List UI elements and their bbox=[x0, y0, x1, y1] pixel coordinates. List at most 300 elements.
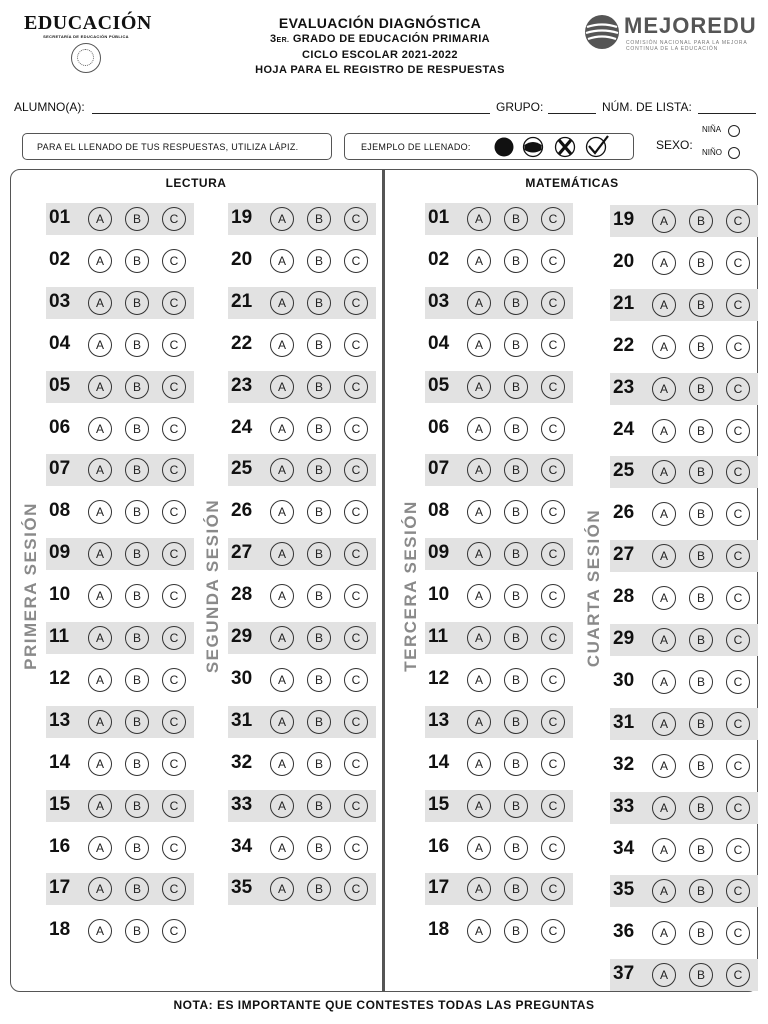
answer-bubble-b[interactable]: B bbox=[125, 333, 149, 357]
answer-bubble-b[interactable]: B bbox=[307, 877, 331, 901]
answer-bubble-c[interactable]: C bbox=[726, 502, 750, 526]
answer-bubble-b[interactable]: B bbox=[689, 754, 713, 778]
answer-bubble-a[interactable]: A bbox=[467, 417, 491, 441]
question-number: 24 bbox=[231, 417, 253, 438]
answer-bubble-c[interactable]: C bbox=[541, 836, 565, 860]
question-number: 14 bbox=[49, 752, 71, 773]
answer-bubble-a[interactable]: A bbox=[270, 794, 294, 818]
question-number: 20 bbox=[613, 251, 635, 272]
fill-example bbox=[344, 133, 634, 160]
question-number: 29 bbox=[231, 626, 253, 647]
answer-bubble-a[interactable]: A bbox=[88, 919, 112, 943]
answer-bubble-b[interactable]: B bbox=[504, 500, 528, 524]
answer-bubble-c[interactable]: C bbox=[726, 586, 750, 610]
partial-fill-mark bbox=[525, 142, 542, 153]
question-number: 23 bbox=[231, 375, 253, 396]
answer-bubble-b[interactable]: B bbox=[125, 919, 149, 943]
question-number: 25 bbox=[231, 458, 253, 479]
question-number: 18 bbox=[49, 919, 71, 940]
mejoredu-subtitle-line-1: COMISIÓN NACIONAL PARA LA MEJORA bbox=[626, 40, 748, 46]
question-number: 31 bbox=[613, 712, 635, 733]
answer-bubble-b[interactable]: B bbox=[307, 291, 331, 315]
answer-bubble-c[interactable]: C bbox=[541, 207, 565, 231]
question-number: 12 bbox=[428, 668, 450, 689]
answer-bubble-a[interactable]: A bbox=[88, 752, 112, 776]
answer-bubble-b[interactable]: B bbox=[125, 291, 149, 315]
answer-bubble-c[interactable]: C bbox=[726, 796, 750, 820]
answer-bubble-b[interactable]: B bbox=[307, 836, 331, 860]
answer-bubble-a[interactable]: A bbox=[88, 626, 112, 650]
answer-bubble-a[interactable]: A bbox=[467, 207, 491, 231]
answer-bubble-b[interactable]: B bbox=[504, 710, 528, 734]
answer-bubble-a[interactable]: A bbox=[652, 921, 676, 945]
question-number: 11 bbox=[428, 626, 449, 647]
answer-bubble-a[interactable]: A bbox=[88, 291, 112, 315]
answer-bubble-c[interactable]: C bbox=[726, 209, 750, 233]
list-number-label: NÚM. DE LISTA: bbox=[602, 100, 692, 114]
answer-bubble-a[interactable]: A bbox=[652, 251, 676, 275]
answer-bubble-a[interactable]: A bbox=[88, 500, 112, 524]
answer-bubble-a[interactable]: A bbox=[88, 207, 112, 231]
answer-bubble-b[interactable]: B bbox=[125, 375, 149, 399]
section-title-lectura: LECTURA bbox=[165, 176, 227, 190]
answer-bubble-a[interactable]: A bbox=[270, 710, 294, 734]
answer-bubble-b[interactable]: B bbox=[125, 542, 149, 566]
answer-bubble-b[interactable]: B bbox=[504, 249, 528, 273]
answer-bubble-b[interactable]: B bbox=[689, 879, 713, 903]
group-field[interactable] bbox=[548, 113, 596, 114]
answer-bubble-c[interactable]: C bbox=[344, 710, 368, 734]
mejoredu-mark-icon bbox=[584, 14, 620, 50]
answer-bubble-b[interactable]: B bbox=[504, 626, 528, 650]
answer-bubble-c[interactable]: C bbox=[162, 584, 186, 608]
question-number: 16 bbox=[428, 836, 450, 857]
answer-bubble-b[interactable]: B bbox=[689, 796, 713, 820]
answer-bubble-b[interactable]: B bbox=[307, 375, 331, 399]
answer-bubble-a[interactable]: A bbox=[652, 377, 676, 401]
answer-bubble-c[interactable]: C bbox=[726, 544, 750, 568]
answer-bubble-a[interactable]: A bbox=[88, 542, 112, 566]
answer-bubble-a[interactable]: A bbox=[652, 879, 676, 903]
answer-bubble-b[interactable]: B bbox=[689, 209, 713, 233]
grade-suffix: ER. bbox=[276, 37, 290, 44]
answer-bubble-b[interactable]: B bbox=[307, 542, 331, 566]
answer-bubble-c[interactable]: C bbox=[726, 921, 750, 945]
answer-bubble-a[interactable]: A bbox=[270, 207, 294, 231]
answer-bubble-b[interactable]: B bbox=[504, 417, 528, 441]
answer-bubble-c[interactable]: C bbox=[162, 249, 186, 273]
answer-bubble-a[interactable]: A bbox=[652, 712, 676, 736]
question-number: 34 bbox=[231, 836, 253, 857]
answer-bubble-b[interactable]: B bbox=[689, 419, 713, 443]
answer-bubble-b[interactable]: B bbox=[504, 291, 528, 315]
answer-bubble-a[interactable]: A bbox=[467, 794, 491, 818]
answer-bubble-c[interactable]: C bbox=[162, 836, 186, 860]
answer-bubble-a[interactable]: A bbox=[652, 293, 676, 317]
answer-bubble-b[interactable]: B bbox=[689, 921, 713, 945]
mejoredu-logo bbox=[584, 12, 756, 56]
group-label: GRUPO: bbox=[496, 100, 544, 114]
answer-bubble-a[interactable]: A bbox=[270, 877, 294, 901]
answer-bubble-a[interactable]: A bbox=[88, 249, 112, 273]
answer-bubble-b[interactable]: B bbox=[125, 249, 149, 273]
answer-bubble-c[interactable]: C bbox=[541, 417, 565, 441]
answer-bubble-c[interactable]: C bbox=[541, 668, 565, 692]
answer-bubble-b[interactable]: B bbox=[307, 668, 331, 692]
answer-bubble-a[interactable]: A bbox=[467, 626, 491, 650]
answer-bubble-b[interactable]: B bbox=[504, 333, 528, 357]
answer-bubble-a[interactable]: A bbox=[652, 502, 676, 526]
answer-bubble-b[interactable]: B bbox=[689, 377, 713, 401]
question-number: 13 bbox=[49, 710, 71, 731]
answer-bubble-a[interactable]: A bbox=[467, 458, 491, 482]
question-number: 26 bbox=[613, 502, 635, 523]
answer-bubble-c[interactable]: C bbox=[726, 879, 750, 903]
answer-bubble-a[interactable]: A bbox=[467, 877, 491, 901]
answer-bubble-c[interactable]: C bbox=[541, 752, 565, 776]
answer-bubble-c[interactable]: C bbox=[344, 207, 368, 231]
question-number: 19 bbox=[231, 207, 253, 228]
answer-bubble-c[interactable]: C bbox=[162, 542, 186, 566]
answer-bubble-a[interactable]: A bbox=[88, 877, 112, 901]
question-number: 07 bbox=[428, 458, 450, 479]
answer-bubble-b[interactable]: B bbox=[125, 417, 149, 441]
answer-bubble-a[interactable]: A bbox=[88, 584, 112, 608]
answer-bubble-b[interactable]: B bbox=[689, 544, 713, 568]
answer-bubble-b[interactable]: B bbox=[689, 963, 713, 987]
question-number: 10 bbox=[49, 584, 71, 605]
answer-bubble-a[interactable]: A bbox=[88, 333, 112, 357]
answer-bubble-b[interactable]: B bbox=[307, 458, 331, 482]
answer-bubble-c[interactable]: C bbox=[541, 375, 565, 399]
answer-bubble-c[interactable]: C bbox=[344, 542, 368, 566]
answer-bubble-c[interactable]: C bbox=[344, 877, 368, 901]
question-number: 08 bbox=[49, 500, 71, 521]
answer-bubble-b[interactable]: B bbox=[504, 584, 528, 608]
answer-bubble-b[interactable]: B bbox=[125, 500, 149, 524]
answer-bubble-a[interactable]: A bbox=[270, 584, 294, 608]
answer-bubble-c[interactable]: C bbox=[541, 458, 565, 482]
answer-bubble-c[interactable]: C bbox=[162, 375, 186, 399]
answer-bubble-c[interactable]: C bbox=[541, 584, 565, 608]
answer-bubble-a[interactable]: A bbox=[652, 628, 676, 652]
answer-bubble-b[interactable]: B bbox=[307, 794, 331, 818]
question-number: 03 bbox=[49, 291, 71, 312]
answer-bubble-a[interactable]: A bbox=[467, 375, 491, 399]
answer-bubble-a[interactable]: A bbox=[467, 710, 491, 734]
answer-bubble-c[interactable]: C bbox=[344, 417, 368, 441]
answer-bubble-a[interactable]: A bbox=[652, 209, 676, 233]
question-number: 02 bbox=[428, 249, 450, 270]
question-number: 21 bbox=[231, 291, 253, 312]
question-number: 28 bbox=[231, 584, 253, 605]
answer-bubble-a[interactable]: A bbox=[270, 375, 294, 399]
answer-bubble-c[interactable]: C bbox=[344, 794, 368, 818]
answer-bubble-b[interactable]: B bbox=[307, 500, 331, 524]
answer-bubble-a[interactable]: A bbox=[88, 710, 112, 734]
answer-bubble-c[interactable]: C bbox=[162, 333, 186, 357]
answer-bubble-b[interactable]: B bbox=[504, 836, 528, 860]
answer-bubble-a[interactable]: A bbox=[270, 752, 294, 776]
answer-bubble-c[interactable]: C bbox=[344, 500, 368, 524]
answer-bubble-a[interactable]: A bbox=[270, 542, 294, 566]
answer-bubble-b[interactable]: B bbox=[504, 877, 528, 901]
answer-bubble-a[interactable]: A bbox=[467, 836, 491, 860]
answer-bubble-a[interactable]: A bbox=[467, 249, 491, 273]
answer-bubble-b[interactable]: B bbox=[125, 794, 149, 818]
sex-option-nino-bubble[interactable] bbox=[728, 147, 740, 159]
answer-bubble-a[interactable]: A bbox=[467, 291, 491, 315]
answer-bubble-c[interactable]: C bbox=[344, 836, 368, 860]
answer-bubble-c[interactable]: C bbox=[726, 251, 750, 275]
answer-bubble-a[interactable]: A bbox=[88, 668, 112, 692]
answer-bubble-a[interactable]: A bbox=[652, 796, 676, 820]
answer-bubble-b[interactable]: B bbox=[689, 838, 713, 862]
answer-bubble-c[interactable]: C bbox=[162, 417, 186, 441]
answer-bubble-c[interactable]: C bbox=[541, 794, 565, 818]
answer-bubble-c[interactable]: C bbox=[162, 919, 186, 943]
answer-bubble-b[interactable]: B bbox=[125, 752, 149, 776]
question-number: 09 bbox=[428, 542, 450, 563]
question-number: 07 bbox=[49, 458, 71, 479]
question-number: 24 bbox=[613, 419, 635, 440]
question-number: 13 bbox=[428, 710, 450, 731]
answer-bubble-b[interactable]: B bbox=[125, 207, 149, 231]
answer-bubble-c[interactable]: C bbox=[162, 752, 186, 776]
answer-bubble-b[interactable]: B bbox=[125, 626, 149, 650]
answer-bubble-a[interactable]: A bbox=[652, 335, 676, 359]
answer-bubble-c[interactable]: C bbox=[541, 249, 565, 273]
sex-option-nina-label: NIÑA bbox=[702, 125, 722, 134]
answer-bubble-b[interactable]: B bbox=[504, 752, 528, 776]
answer-bubble-a[interactable]: A bbox=[467, 919, 491, 943]
answer-bubble-c[interactable]: C bbox=[726, 377, 750, 401]
answer-bubble-b[interactable]: B bbox=[125, 584, 149, 608]
answer-bubble-b[interactable]: B bbox=[307, 584, 331, 608]
answer-bubble-c[interactable]: C bbox=[162, 710, 186, 734]
answer-bubble-c[interactable]: C bbox=[162, 291, 186, 315]
answer-bubble-b[interactable]: B bbox=[689, 293, 713, 317]
answer-bubble-a[interactable]: A bbox=[652, 670, 676, 694]
answer-bubble-b[interactable]: B bbox=[307, 710, 331, 734]
sex-label: SEXO: bbox=[656, 138, 693, 152]
answer-bubble-c[interactable]: C bbox=[541, 333, 565, 357]
question-number: 17 bbox=[49, 877, 71, 898]
answer-bubble-a[interactable]: A bbox=[467, 333, 491, 357]
answer-bubble-a[interactable]: A bbox=[652, 963, 676, 987]
answer-bubble-c[interactable]: C bbox=[162, 458, 186, 482]
answer-bubble-b[interactable]: B bbox=[125, 668, 149, 692]
answer-bubble-a[interactable]: A bbox=[652, 544, 676, 568]
answer-bubble-a[interactable]: A bbox=[270, 291, 294, 315]
answer-bubble-b[interactable]: B bbox=[125, 710, 149, 734]
answer-bubble-b[interactable]: B bbox=[504, 458, 528, 482]
answer-bubble-c[interactable]: C bbox=[344, 375, 368, 399]
question-number: 01 bbox=[49, 207, 71, 228]
answer-bubble-a[interactable]: A bbox=[88, 417, 112, 441]
answer-bubble-c[interactable]: C bbox=[162, 877, 186, 901]
answer-bubble-b[interactable]: B bbox=[307, 207, 331, 231]
answer-bubble-a[interactable]: A bbox=[652, 586, 676, 610]
answer-bubble-a[interactable]: A bbox=[270, 500, 294, 524]
question-number: 30 bbox=[231, 668, 253, 689]
mejoredu-subtitle bbox=[626, 40, 747, 52]
answer-bubble-b[interactable]: B bbox=[125, 836, 149, 860]
answer-bubble-b[interactable]: B bbox=[307, 752, 331, 776]
question-number: 21 bbox=[613, 293, 635, 314]
answer-bubble-b[interactable]: B bbox=[307, 417, 331, 441]
answer-bubble-c[interactable]: C bbox=[541, 500, 565, 524]
answer-bubble-a[interactable]: A bbox=[652, 838, 676, 862]
fill-example-marks bbox=[493, 135, 611, 159]
answer-bubble-c[interactable]: C bbox=[726, 460, 750, 484]
answer-bubble-a[interactable]: A bbox=[270, 249, 294, 273]
answer-bubble-a[interactable]: A bbox=[88, 458, 112, 482]
question-number: 22 bbox=[613, 335, 635, 356]
exam-title: EVALUACIÓN DIAGNÓSTICA bbox=[278, 15, 482, 31]
answer-bubble-c[interactable]: C bbox=[541, 542, 565, 566]
answer-bubble-b[interactable]: B bbox=[504, 668, 528, 692]
question-number: 09 bbox=[49, 542, 71, 563]
educacion-logo bbox=[24, 12, 152, 73]
answer-bubble-b[interactable]: B bbox=[504, 207, 528, 231]
answer-bubble-c[interactable]: C bbox=[726, 838, 750, 862]
session-label: SEGUNDA SESIÓN bbox=[203, 498, 222, 674]
answer-bubble-c[interactable]: C bbox=[344, 584, 368, 608]
session-label: CUARTA SESIÓN bbox=[584, 508, 603, 668]
filled-bubble-icon bbox=[495, 138, 514, 157]
answer-bubble-b[interactable]: B bbox=[504, 542, 528, 566]
section-divider bbox=[382, 170, 385, 991]
answer-bubble-c[interactable]: C bbox=[162, 626, 186, 650]
answer-bubble-b[interactable]: B bbox=[504, 919, 528, 943]
question-number: 06 bbox=[49, 417, 71, 438]
answer-bubble-c[interactable]: C bbox=[162, 207, 186, 231]
answer-bubble-c[interactable]: C bbox=[344, 626, 368, 650]
sheet-subtitle: HOJA PARA EL REGISTRO DE RESPUESTAS bbox=[255, 64, 505, 76]
answer-bubble-b[interactable]: B bbox=[504, 375, 528, 399]
answer-bubble-c[interactable]: C bbox=[726, 628, 750, 652]
session-label: PRIMERA SESIÓN bbox=[21, 502, 40, 670]
student-name-label: ALUMNO(A): bbox=[14, 100, 85, 114]
answer-bubble-c[interactable]: C bbox=[541, 919, 565, 943]
answer-bubble-b[interactable]: B bbox=[689, 586, 713, 610]
answer-bubble-a[interactable]: A bbox=[467, 584, 491, 608]
answer-bubble-a[interactable]: A bbox=[270, 626, 294, 650]
answer-bubble-a[interactable]: A bbox=[652, 754, 676, 778]
school-cycle: CICLO ESCOLAR 2021-2022 bbox=[302, 49, 458, 61]
answer-bubble-b[interactable]: B bbox=[689, 251, 713, 275]
answer-bubble-c[interactable]: C bbox=[726, 963, 750, 987]
answer-bubble-c[interactable]: C bbox=[541, 877, 565, 901]
student-name-field[interactable] bbox=[92, 113, 490, 114]
question-number: 15 bbox=[49, 794, 71, 815]
answer-bubble-a[interactable]: A bbox=[652, 460, 676, 484]
answer-bubble-a[interactable]: A bbox=[270, 836, 294, 860]
answer-bubble-b[interactable]: B bbox=[307, 626, 331, 650]
answer-bubble-b[interactable]: B bbox=[689, 335, 713, 359]
answer-bubble-a[interactable]: A bbox=[467, 500, 491, 524]
answer-bubble-c[interactable]: C bbox=[344, 752, 368, 776]
answer-bubble-b[interactable]: B bbox=[689, 712, 713, 736]
answer-bubble-b[interactable]: B bbox=[125, 877, 149, 901]
question-number: 20 bbox=[231, 249, 253, 270]
grade-ordinal: 3 bbox=[269, 33, 277, 45]
question-number: 25 bbox=[613, 460, 635, 481]
answer-bubble-b[interactable]: B bbox=[689, 460, 713, 484]
answer-bubble-a[interactable]: A bbox=[467, 752, 491, 776]
answer-bubble-a[interactable]: A bbox=[270, 458, 294, 482]
answer-bubble-c[interactable]: C bbox=[541, 291, 565, 315]
question-number: 05 bbox=[428, 375, 450, 396]
answer-bubble-a[interactable]: A bbox=[270, 417, 294, 441]
answer-bubble-b[interactable]: B bbox=[307, 333, 331, 357]
answer-bubble-c[interactable]: C bbox=[162, 668, 186, 692]
answer-bubble-b[interactable]: B bbox=[689, 670, 713, 694]
answer-bubble-c[interactable]: C bbox=[344, 333, 368, 357]
mejoredu-subtitle-line-2: CONTINUA DE LA EDUCACIÓN bbox=[626, 46, 718, 52]
answer-bubble-c[interactable]: C bbox=[541, 710, 565, 734]
answer-bubble-b[interactable]: B bbox=[307, 249, 331, 273]
answer-bubble-c[interactable]: C bbox=[344, 668, 368, 692]
question-number: 26 bbox=[231, 500, 253, 521]
answer-bubble-a[interactable]: A bbox=[270, 333, 294, 357]
question-number: 35 bbox=[613, 879, 635, 900]
answer-bubble-a[interactable]: A bbox=[467, 542, 491, 566]
question-number: 36 bbox=[613, 921, 635, 942]
answer-bubble-c[interactable]: C bbox=[344, 249, 368, 273]
answer-bubble-c[interactable]: C bbox=[726, 335, 750, 359]
question-number: 23 bbox=[613, 377, 635, 398]
answer-bubble-b[interactable]: B bbox=[125, 458, 149, 482]
answer-bubble-c[interactable]: C bbox=[344, 458, 368, 482]
answer-bubble-a[interactable]: A bbox=[88, 375, 112, 399]
answer-bubble-a[interactable]: A bbox=[270, 668, 294, 692]
sheet-header bbox=[180, 14, 580, 78]
sex-option-nina-bubble[interactable] bbox=[728, 125, 740, 137]
answer-bubble-c[interactable]: C bbox=[162, 794, 186, 818]
fill-example-label: EJEMPLO DE LLENADO: bbox=[361, 142, 471, 152]
answer-bubble-b[interactable]: B bbox=[689, 502, 713, 526]
answer-bubble-c[interactable]: C bbox=[162, 500, 186, 524]
question-number: 37 bbox=[613, 963, 635, 984]
question-number: 28 bbox=[613, 586, 635, 607]
grade-line bbox=[180, 32, 580, 48]
answer-bubble-c[interactable]: C bbox=[726, 754, 750, 778]
question-number: 31 bbox=[231, 710, 253, 731]
question-number: 14 bbox=[428, 752, 450, 773]
footer-note: NOTA: ES IMPORTANTE QUE CONTESTES TODAS LAS PREGUNTAS bbox=[173, 998, 595, 1012]
question-number: 27 bbox=[231, 542, 253, 563]
answer-bubble-c[interactable]: C bbox=[726, 293, 750, 317]
question-number: 18 bbox=[428, 919, 450, 940]
answer-bubble-c[interactable]: C bbox=[541, 626, 565, 650]
answer-bubble-a[interactable]: A bbox=[652, 419, 676, 443]
answer-bubble-a[interactable]: A bbox=[467, 668, 491, 692]
answer-bubble-c[interactable]: C bbox=[726, 419, 750, 443]
answer-bubble-c[interactable]: C bbox=[726, 712, 750, 736]
pencil-instruction-text: PARA EL LLENADO DE TUS RESPUESTAS, UTILIZA LÁPIZ. bbox=[37, 142, 299, 152]
answer-bubble-c[interactable]: C bbox=[344, 291, 368, 315]
answer-bubble-b[interactable]: B bbox=[504, 794, 528, 818]
section-title-matematicas: MATEMÁTICAS bbox=[525, 176, 619, 190]
question-number: 15 bbox=[428, 794, 450, 815]
answer-bubble-a[interactable]: A bbox=[88, 836, 112, 860]
answer-bubble-b[interactable]: B bbox=[689, 628, 713, 652]
answer-bubble-a[interactable]: A bbox=[88, 794, 112, 818]
list-number-field[interactable] bbox=[698, 113, 756, 114]
answer-bubble-c[interactable]: C bbox=[726, 670, 750, 694]
